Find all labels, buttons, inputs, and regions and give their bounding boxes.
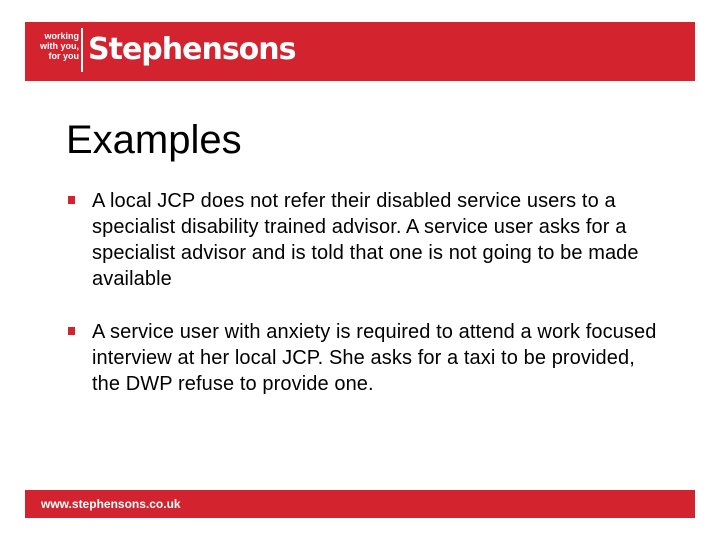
tagline-line: working	[44, 31, 79, 41]
footer-url: www.stephensons.co.uk	[41, 497, 181, 511]
square-bullet-icon	[68, 327, 75, 335]
logo-divider	[81, 28, 83, 72]
brand-logo-text: Stephensons	[88, 32, 296, 67]
bullet-text: A local JCP does not refer their disabled service users to a specialist disability trained advisor. A service user asks for a specialist advisor and is told that one is not going to be made available	[92, 190, 639, 290]
slide-title: Examples	[66, 118, 242, 162]
bullet-text: A service user with anxiety is required to attend a work focused interview at her local JCP. She asks for a taxi to be provided, the DWP refuse to provide one.	[92, 321, 657, 395]
footer-band	[25, 490, 695, 518]
header-band	[25, 22, 695, 81]
bullet-item	[66, 188, 666, 292]
tagline-line: for you	[48, 51, 79, 61]
bullet-list	[66, 188, 666, 397]
bullet-item	[66, 319, 666, 397]
square-bullet-icon	[68, 196, 75, 204]
logo-tagline	[33, 31, 79, 61]
tagline-line: with you,	[40, 41, 79, 51]
